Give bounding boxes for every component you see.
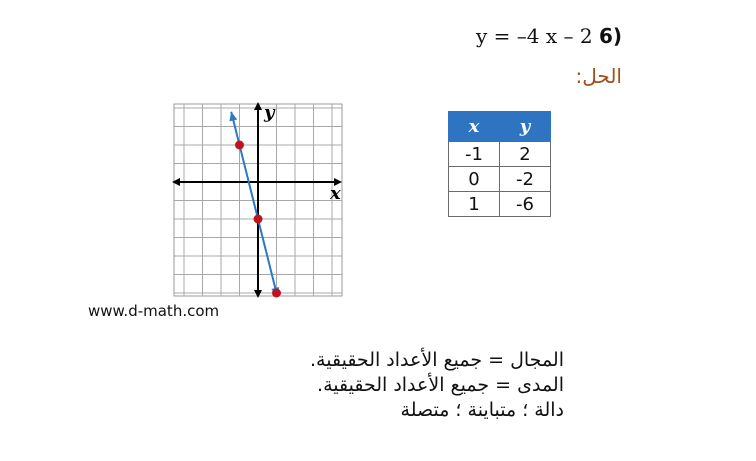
- function-facts: [260, 348, 564, 423]
- solution-label: الحل:: [575, 64, 622, 88]
- plot-layer: [229, 112, 281, 298]
- table-header-y: y: [500, 112, 551, 142]
- table-cell: -2: [500, 167, 551, 192]
- range-statement: المدى = جميع الأعداد الحقيقية.: [317, 374, 564, 396]
- classification-statement: دالة ؛ متباينة ؛ متصلة: [400, 399, 564, 421]
- problem-number: 6): [598, 24, 622, 48]
- graph-point: [235, 141, 244, 150]
- problem-equation: y = –4 x – 2: [476, 24, 593, 48]
- y-axis-label: y: [264, 102, 275, 123]
- x-axis-label: x: [330, 183, 341, 204]
- table-cell: 1: [449, 192, 500, 217]
- graph-point: [254, 215, 263, 224]
- y-axis-arrow-bottom: [254, 290, 262, 298]
- watermark: www.d-math.com: [88, 302, 220, 320]
- graph-point: [272, 289, 281, 298]
- table-cell: 0: [449, 167, 500, 192]
- table-header-x: x: [449, 112, 500, 142]
- table-cell: -6: [500, 192, 551, 217]
- y-axis-arrow-top: [254, 102, 262, 110]
- graph-line: [231, 112, 277, 297]
- table-cell: 2: [500, 142, 551, 167]
- table-cell: -1: [449, 142, 500, 167]
- domain-statement: المجال = جميع الأعداد الحقيقية.: [310, 349, 564, 371]
- x-axis-arrow-left: [172, 178, 180, 186]
